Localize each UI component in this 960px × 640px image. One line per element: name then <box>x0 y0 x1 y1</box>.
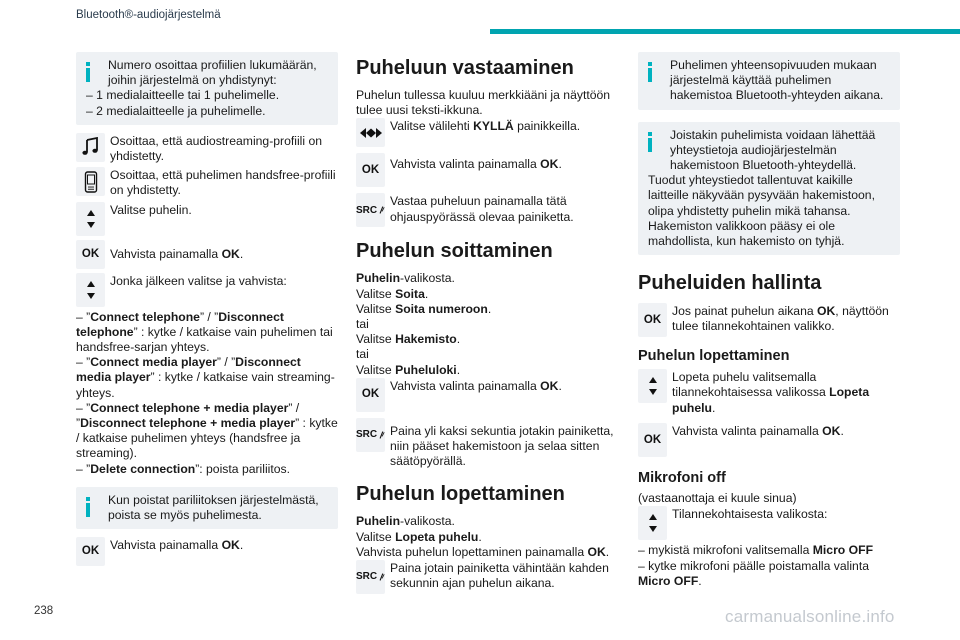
mobile-phone-icon <box>76 167 105 196</box>
icon-row-text: Jonka jälkeen valitse ja vahvista: <box>110 273 287 288</box>
ok-button-icon: OK <box>356 153 385 187</box>
heading-manage-calls: Puheluiden hallinta <box>638 272 822 295</box>
paragraph: Valitse Puheluloki. <box>356 362 461 377</box>
watermark: carmanualsonline.info <box>725 607 895 626</box>
icon-row-text: Osoittaa, että audiostreaming-profiili on yhdistetty. <box>110 133 323 164</box>
paragraph: Puhelun tullessa kuuluu merkkiääni ja näyttöön tulee uusi teksti-ikkuna. <box>356 88 611 118</box>
icon-row-text: Paina jotain painiketta vähintään kahden sekunnin ajan puhelun aikana. <box>390 561 609 591</box>
option-connect-both: – ”Connect telephone + media player” / ”Disconnect telephone + media player” : kytke / katkaise puhelimen yhteys (handsfree ja streaming). <box>76 400 338 461</box>
icon-row <box>76 537 338 566</box>
left-right-arrows-icon <box>356 118 385 147</box>
icon-row-text: Vahvista painamalla OK. <box>110 538 244 553</box>
ok-button-icon: OK <box>638 303 667 337</box>
paragraph: Valitse Lopeta puhelu. <box>356 529 482 544</box>
icon-row <box>76 240 338 269</box>
icon-row-text: Vahvista valinta painamalla OK. <box>672 424 844 439</box>
icon-row-text: Vahvista valinta painamalla OK. <box>390 157 562 172</box>
info-icon <box>86 497 90 517</box>
paragraph: Valitse Hakemisto. <box>356 332 461 347</box>
icon-row <box>356 193 618 227</box>
heading-mic-off: Mikrofoni off <box>638 470 726 487</box>
src-phone-button-icon: SRC <box>356 193 385 227</box>
info-icon <box>86 62 90 82</box>
paragraph: – kytke mikrofoni päälle poistamalla valinta Micro OFF. <box>638 558 869 588</box>
music-note-icon <box>76 133 105 162</box>
icon-row <box>356 378 618 412</box>
ok-button-icon: OK <box>356 378 385 412</box>
paragraph: Valitse Soita numeroon. <box>356 301 492 316</box>
paragraph: tai <box>356 347 369 362</box>
icon-row <box>638 303 900 337</box>
icon-row-text: Vahvista painamalla OK. <box>110 246 244 261</box>
note-line: Tuodut yhteystiedot tallentuvat kaikille laitteille näkyvään pysyvään hakemistoon, olipa yhdistetty puhelin mikä tahansa. <box>648 173 875 218</box>
ok-button-icon: OK <box>638 423 667 457</box>
info-icon <box>648 132 652 152</box>
note-line: – 1 medialaitteelle tai 1 puhelimelle. <box>86 88 280 103</box>
heading-end-call: Puhelun lopettaminen <box>638 348 790 365</box>
icon-row <box>76 167 338 198</box>
column-2 <box>356 52 618 597</box>
up-down-arrows-icon <box>638 506 667 540</box>
icon-row <box>356 418 618 469</box>
icon-row <box>356 560 618 594</box>
icon-row <box>638 423 900 457</box>
icon-row-text: Vastaa puheluun painamalla tätä ohjauspyörässä olevaa painiketta. <box>390 194 574 224</box>
src-phone-button-icon: SRC <box>356 418 385 452</box>
note-line: – 2 medialaitteelle ja puhelimelle. <box>86 103 266 118</box>
up-down-arrows-icon <box>76 202 105 236</box>
paragraph: Valitse Soita. <box>356 286 429 301</box>
page-number: 238 <box>34 605 54 617</box>
note-line: Hakemiston valikkoon pääsy ei ole mahdollista, kun hakemisto on tyhjä. <box>648 218 845 249</box>
icon-row <box>356 153 618 187</box>
icon-row <box>638 506 900 540</box>
heading-make-call: Puhelun soittaminen <box>356 240 553 263</box>
info-note <box>638 52 900 110</box>
heading-end-call: Puhelun lopettaminen <box>356 483 565 506</box>
ok-button-icon: OK <box>76 537 105 566</box>
icon-row <box>76 202 338 236</box>
paragraph: Puhelin-valikosta. <box>356 271 455 286</box>
info-icon <box>648 62 652 82</box>
src-phone-button-icon: SRC <box>356 560 385 594</box>
option-connect-media: – ”Connect media player” / ”Disconnect media player” : kytke / katkaise vain streaming-yhteys. <box>76 355 335 400</box>
paragraph: (vastaanottaja ei kuule sinua) <box>638 491 797 506</box>
paragraph: tai <box>356 317 369 332</box>
icon-row <box>638 369 900 415</box>
column-3 <box>638 52 900 589</box>
icon-row-text: Lopeta puhelu valitsemalla tilannekohtaisessa valikossa Lopeta puhelu. <box>672 370 870 415</box>
info-note <box>638 122 900 256</box>
icon-row-text: Paina yli kaksi sekuntia jotakin painiketta, niin pääset hakemistoon ja selaa sitten säätöpyörällä. <box>390 423 614 469</box>
column-1 <box>76 52 338 569</box>
icon-row <box>76 273 338 307</box>
icon-row-text: Valitse välilehti KYLLÄ painikkeilla. <box>390 119 581 134</box>
note-text: Joistakin puhelimista voidaan lähettää yhteystietoja audiojärjestelmän hakemistoon Bluetooth-yhteydellä. <box>670 127 876 173</box>
icon-row <box>356 118 618 147</box>
heading-answer-call: Puheluun vastaaminen <box>356 57 574 79</box>
icon-row-text: Tilannekohtaisesta valikosta: <box>672 507 828 522</box>
icon-row-text: Jos painat puhelun aikana OK, näyttöön tulee tilannekohtainen valikko. <box>672 304 889 334</box>
icon-row-text: Valitse puhelin. <box>110 202 192 217</box>
paragraph: Vahvista puhelun lopettaminen painamalla OK. <box>356 544 610 559</box>
section-title: Bluetooth®-audiojärjestelmä <box>76 9 221 21</box>
note-text: Kun poistat pariliitoksen järjestelmästä, poista se myös puhelimesta. <box>108 492 319 523</box>
icon-row-text: Vahvista valinta painamalla OK. <box>390 378 562 393</box>
ok-button-icon: OK <box>76 240 105 269</box>
icon-row <box>76 133 338 164</box>
note-text: Puhelimen yhteensopivuuden mukaan järjestelmä käyttää puhelimen hakemistoa Bluetooth-yhteyden aikana. <box>670 58 884 103</box>
paragraph: – mykistä mikrofoni valitsemalla Micro OFF <box>638 543 874 558</box>
up-down-arrows-icon <box>76 273 105 307</box>
paragraph: Puhelin-valikosta. <box>356 514 455 529</box>
info-note <box>76 52 338 125</box>
header-accent-bar <box>490 29 960 34</box>
option-connect-telephone: – ”Connect telephone” / ”Disconnect telephone” : kytke / katkaise vain puhelimen tai handsfree-sarjan yhteys. <box>76 309 333 355</box>
note-text: Numero osoittaa profiilien lukumäärän, joihin järjestelmä on yhdistynyt: <box>108 58 317 88</box>
up-down-arrows-icon <box>638 369 667 403</box>
info-note <box>76 487 338 529</box>
option-delete-connection: – ”Delete connection”: poista pariliitos. <box>76 461 291 476</box>
icon-row-text: Osoittaa, että puhelimen handsfree-profiili on yhdistetty. <box>110 168 336 198</box>
